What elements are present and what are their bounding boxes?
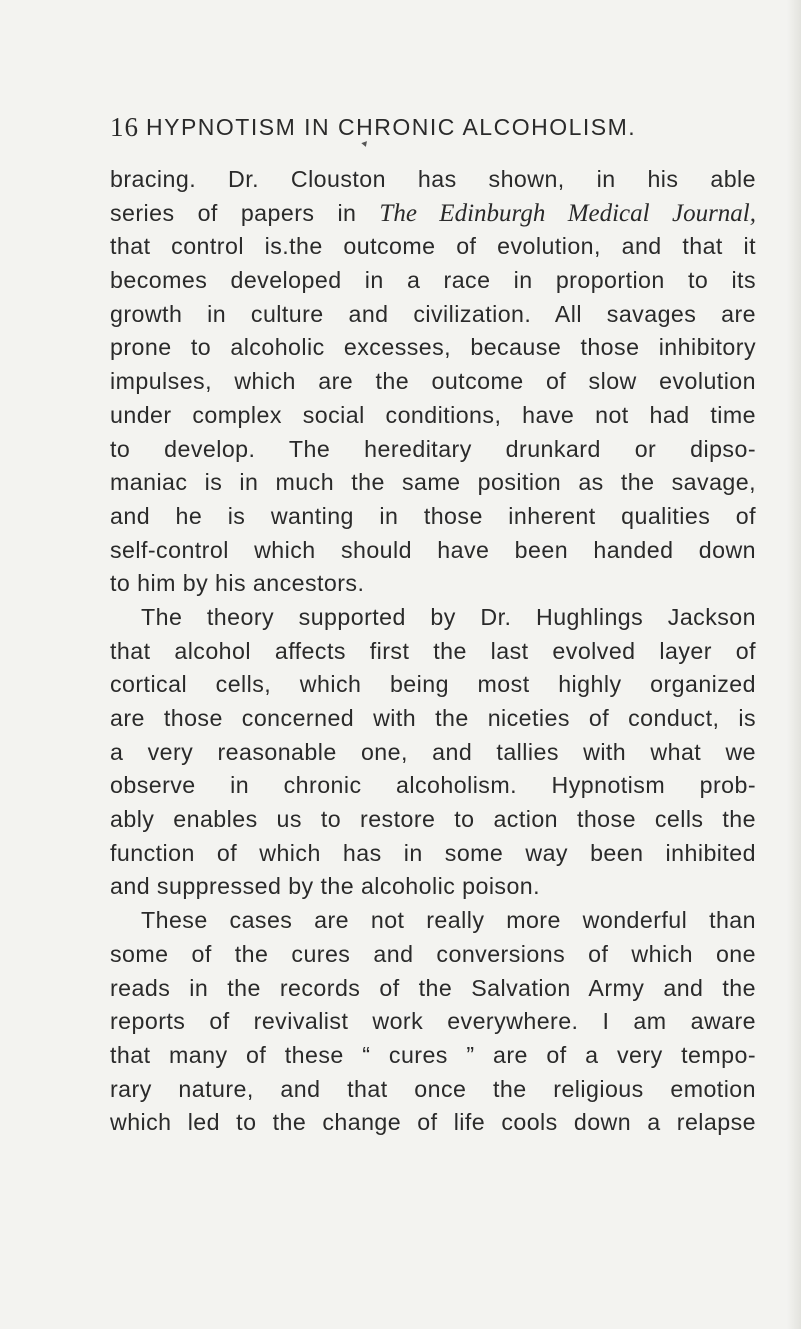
text-line: to develop. The hereditary drunkard or dipso-: [110, 435, 756, 462]
text-line: cortical cells, which being most highly organized: [110, 671, 756, 698]
text-line: some of the cures and conversions of which one: [110, 940, 756, 967]
text-line: ably enables us to restore to action those cells the: [110, 806, 756, 833]
text-line: bracing. Dr. Clouston has shown, in his able: [110, 166, 756, 192]
text-line: impulses, which are the outcome of slow evolution: [110, 368, 756, 395]
text-line: prone to alcoholic excesses, because those inhibitory: [110, 334, 756, 361]
text-line: becomes developed in a race in proportion to its: [110, 267, 756, 294]
running-head-text: HYPNOTISM IN CHRONIC ALCOHOLISM.: [146, 114, 637, 140]
printer-mark: [361, 141, 368, 148]
text-line: [110, 197, 756, 231]
text-line: a very reasonable one, and tallies with what we: [110, 738, 756, 765]
text-line: observe in chronic alcoholism. Hypnotism prob-: [110, 772, 756, 799]
text-line: reads in the records of the Salvation Army and the: [110, 974, 756, 1001]
page-body: [110, 163, 756, 1140]
text-line: to him by his ancestors.: [110, 570, 365, 597]
text-line: which led to the change of life cools down a relapse: [110, 1109, 756, 1136]
text-line: maniac is in much the same position as the savage,: [110, 469, 756, 496]
text-line: function of which has in some way been inhibited: [110, 839, 756, 866]
text-line: rary nature, and that once the religious emotion: [110, 1075, 756, 1102]
paragraph-start-line: The theory supported by Dr. Hughlings Jackson: [141, 603, 756, 630]
text-line: self-control which should have been handed down: [110, 536, 756, 563]
running-head: [146, 114, 636, 141]
text-line: that many of these “ cures ” are of a very tempo-: [110, 1041, 756, 1068]
page-header: [110, 112, 770, 148]
text-line: and he is wanting in those inherent qualities of: [110, 502, 756, 529]
text-line: reports of revivalist work everywhere. I am aware: [110, 1008, 756, 1035]
journal-title: The Edinburgh Medical Journal,: [379, 199, 756, 227]
page-edge-shadow: [787, 0, 801, 1329]
text-line: are those concerned with the niceties of conduct, is: [110, 705, 756, 731]
text-line: that control is.the outcome of evolution, and that it: [110, 233, 756, 260]
text-line: and suppressed by the alcoholic poison.: [110, 873, 541, 900]
page-number: 16: [110, 112, 139, 142]
text-line: under complex social conditions, have not had time: [110, 401, 756, 428]
text-line: that alcohol affects first the last evolved layer of: [110, 637, 756, 664]
paragraph-start-line: These cases are not really more wonderful than: [141, 907, 756, 934]
text-fragment: series of papers in: [110, 199, 357, 226]
text-line: growth in culture and civilization. All savages are: [110, 300, 756, 327]
